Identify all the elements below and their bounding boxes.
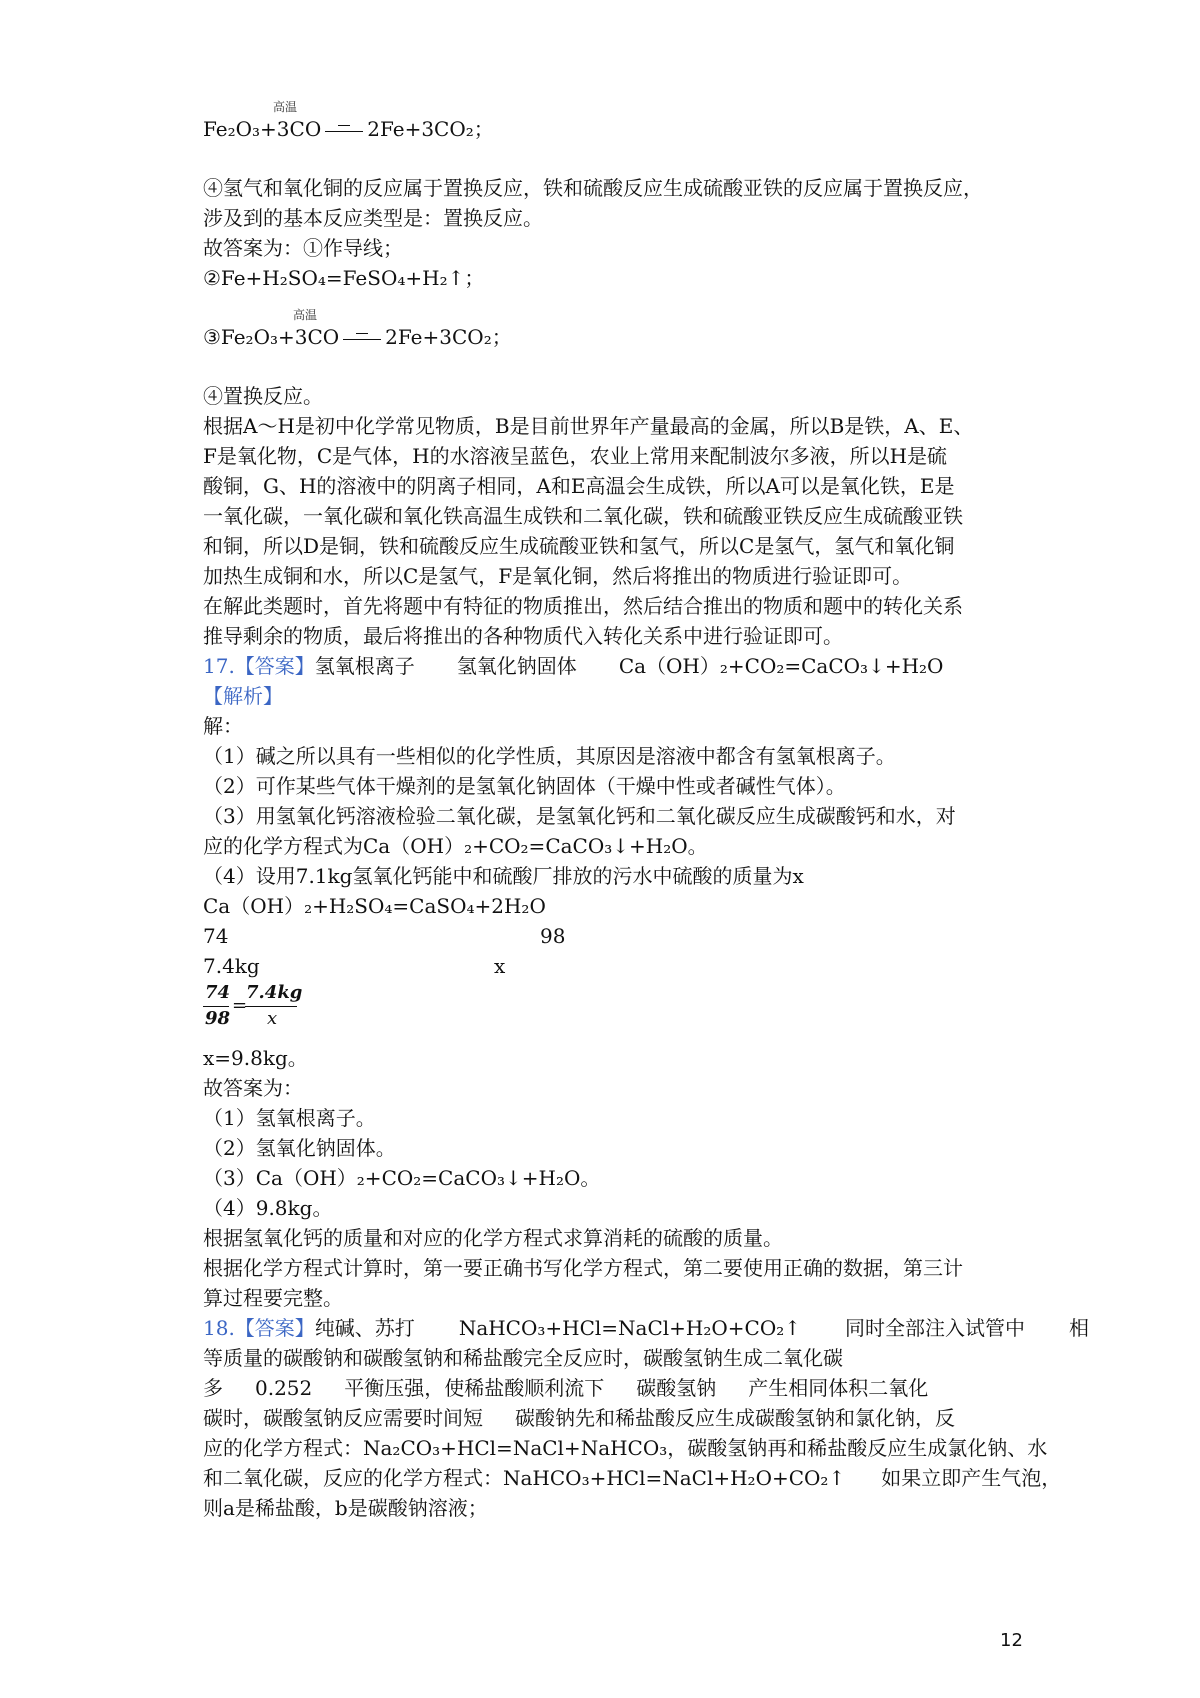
solution-line: 应的化学方程式为Ca（OH）₂+CO₂=CaCO₃↓+H₂O。	[203, 834, 708, 858]
answer-line: （2）氢氧化钠固体。	[203, 1136, 396, 1160]
q18-answer-9: 产生相同体积二氧化	[748, 1376, 929, 1400]
reaction-arrow	[325, 131, 363, 132]
equation-rhs: 2Fe+3CO₂；	[367, 117, 494, 141]
q18-answer-line	[203, 1316, 1089, 1340]
answer-label: 故答案为：	[203, 1076, 303, 1100]
q18-line	[203, 1376, 928, 1400]
q18-line: 则a是稀盐酸，b是碳酸钠溶液；	[203, 1496, 488, 1520]
q18-answer-7: 平衡压强，使稀盐酸顺利流下	[344, 1376, 605, 1400]
calc-mass-3: 7.4kg	[203, 954, 260, 978]
frac-a-denominator: 98	[205, 1008, 231, 1029]
solution-line: （4）设用7.1kg氢氧化钙能中和硫酸厂排放的污水中硫酸的质量为x	[203, 864, 804, 888]
q17-answer-3: Ca（OH）₂+CO₂=CaCO₃↓+H₂O	[618, 654, 944, 678]
answer-equation	[203, 325, 512, 349]
q17-answer-line	[203, 654, 943, 678]
frac-a-numerator: 74	[205, 982, 231, 1003]
equation-lhs: ③Fe₂O₃+3CO	[203, 325, 340, 349]
q17-answer-2: 氢氧化钠固体	[456, 654, 577, 678]
note-line: 根据氢氧化钙的质量和对应的化学方程式求算消耗的硫酸的质量。	[203, 1226, 783, 1250]
calc-mass-1: 74	[203, 924, 229, 948]
analysis-line: 在解此类题时，首先将题中有特征的物质推出，然后结合推出的物质和题中的转化关系	[203, 594, 963, 618]
note-line: 算过程要完整。	[203, 1286, 343, 1310]
answer-line: （1）氢氧根离子。	[203, 1106, 376, 1130]
analysis-line: F是氧化物，C是气体，H的水溶液呈蓝色，农业上常用来配制波尔多液，所以H是硫	[203, 444, 948, 468]
q18-equation: 和二氧化碳，反应的化学方程式：NaHCO₃+HCl=NaCl+H₂O+CO₂↑	[203, 1466, 846, 1490]
q18-line: 等质量的碳酸钠和碳酸氢钠和稀盐酸完全反应时，碳酸氢钠生成二氧化碳	[203, 1346, 843, 1370]
answer-line: ②Fe+H₂SO₄=FeSO₄+H₂↑；	[203, 266, 485, 290]
calc-mass-4: x	[494, 954, 506, 978]
solution-line: （3）用氢氧化钙溶液检验二氧化碳，是氢氧化钙和二氧化碳反应生成碳酸钙和水，对	[203, 804, 956, 828]
frac-a-line	[203, 1006, 229, 1007]
q17-analysis-label: 【解析】	[203, 684, 283, 708]
q18-answer-10: 碳时，碳酸氢钠反应需要时间短	[203, 1406, 483, 1430]
calc-equation: Ca（OH）₂+H₂SO₄=CaSO₄+2H₂O	[203, 894, 546, 918]
note-line: 根据化学方程式计算时，第一要正确书写化学方程式，第二要使用正确的数据，第三计	[203, 1256, 963, 1280]
high-temp-condition: 高温	[293, 308, 318, 322]
analysis-line: 酸铜，G、H的溶液中的阴离子相同，A和E高温会生成铁，所以A可以是氧化铁，E是	[203, 474, 955, 498]
q18-answer-8: 碳酸氢钠	[636, 1376, 717, 1400]
solution-line: （1）碱之所以具有一些相似的化学性质，其原因是溶液中都含有氢氧根离子。	[203, 744, 896, 768]
paragraph-line: 涉及到的基本反应类型是：置换反应。	[203, 206, 543, 230]
analysis-line: 加热生成铜和水，所以C是氢气，F是氧化铜，然后将推出的物质进行验证即可。	[203, 564, 913, 588]
answer-line: （4）9.8kg。	[203, 1196, 333, 1220]
q18-line	[203, 1466, 1061, 1490]
equation-fe2o3	[203, 117, 494, 141]
q18-line	[203, 1406, 955, 1430]
analysis-line: 推导剩余的物质，最后将推出的各种物质代入转化关系中进行验证即可。	[203, 624, 843, 648]
q18-answer-11: 碳酸钠先和稀盐酸反应生成碳酸氢钠和氯化钠，反	[515, 1406, 955, 1430]
frac-b-numerator: 7.4kg	[246, 982, 303, 1003]
frac-equals: =	[232, 995, 248, 1016]
page-number: 12	[1000, 1630, 1023, 1651]
analysis-line: 和铜，所以D是铜，铁和硫酸反应生成硫酸亚铁和氢气，所以C是氢气，氢气和氧化铜	[203, 534, 955, 558]
high-temp-condition: 高温	[273, 100, 298, 114]
q17-label: 17.【答案】	[203, 654, 315, 678]
solution-line: （2）可作某些气体干燥剂的是氢氧化钠固体（干燥中性或者碱性气体）。	[203, 774, 846, 798]
q18-answer-6: 0.252	[255, 1376, 313, 1400]
frac-b-denominator: x	[267, 1008, 278, 1029]
analysis-line: 根据A～H是初中化学常见物质，B是目前世界年产量最高的金属，所以B是铁，A、E、	[203, 414, 974, 438]
equation-lhs: Fe₂O₃+3CO	[203, 117, 322, 141]
solution-label: 解：	[203, 714, 243, 738]
paragraph-line: ④氢气和氧化铜的反应属于置换反应，铁和硫酸反应生成硫酸亚铁的反应属于置换反应，	[203, 176, 983, 200]
answer-line: （3）Ca（OH）₂+CO₂=CaCO₃↓+H₂O。	[203, 1166, 601, 1190]
q18-answer-12: 如果立即产生气泡，	[881, 1466, 1062, 1490]
q18-line: 应的化学方程式：Na₂CO₃+HCl=NaCl+NaHCO₃，碳酸氢钠再和稀盐酸反应生成氯化钠、水	[203, 1436, 1048, 1460]
q18-answer-5: 多	[203, 1376, 223, 1400]
answer-line: ④置换反应。	[203, 384, 323, 408]
equation-rhs: 2Fe+3CO₂；	[385, 325, 512, 349]
reaction-arrow	[343, 339, 381, 340]
answer-line: 故答案为：①作导线；	[203, 236, 403, 260]
analysis-line: 一氧化碳，一氧化碳和氧化铁高温生成铁和二氧化碳，铁和硫酸亚铁反应生成硫酸亚铁	[203, 504, 963, 528]
q18-label: 18.【答案】	[203, 1316, 315, 1340]
frac-b-line	[245, 1006, 297, 1007]
q18-answer-2: NaHCO₃+HCl=NaCl+H₂O+CO₂↑	[458, 1316, 802, 1340]
q18-answer-4: 相	[1069, 1316, 1090, 1340]
q18-answer-3: 同时全部注入试管中	[845, 1316, 1026, 1340]
calc-mass-2: 98	[540, 924, 566, 948]
calc-result: x=9.8kg。	[203, 1046, 308, 1070]
q17-answer-1: 氢氧根离子	[314, 654, 415, 678]
q18-answer-1: 纯碱、苏打	[314, 1316, 415, 1340]
